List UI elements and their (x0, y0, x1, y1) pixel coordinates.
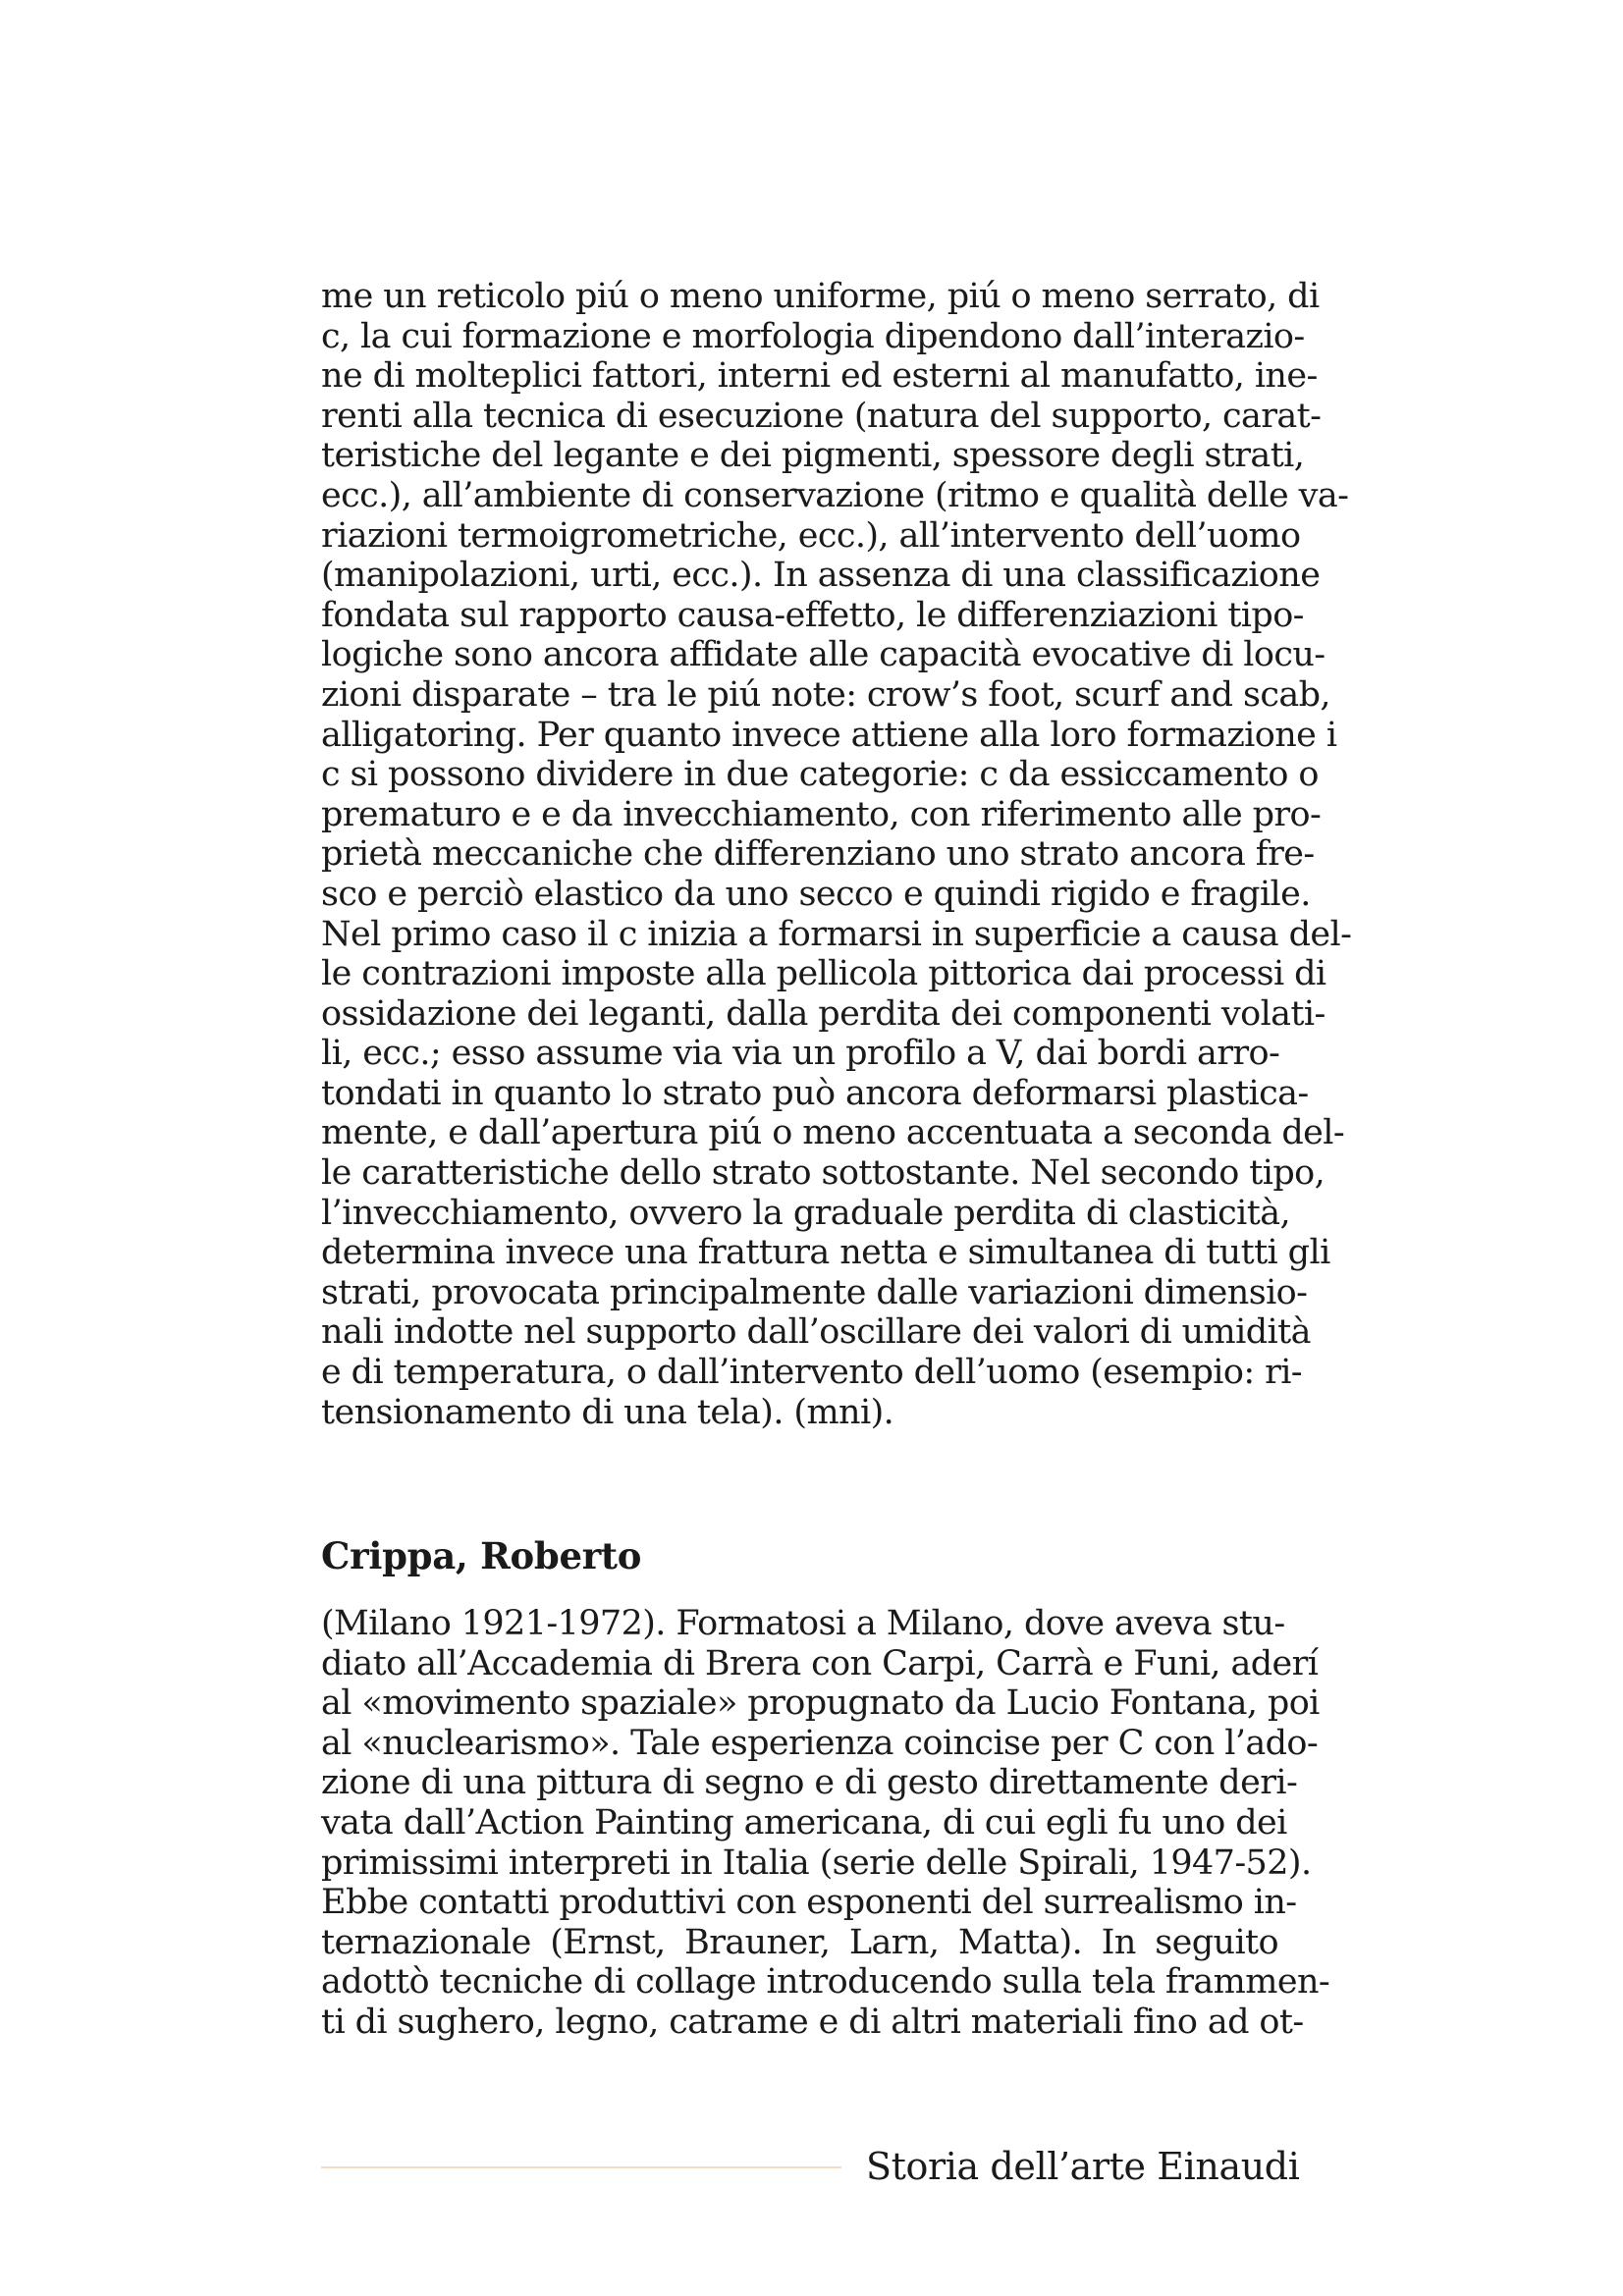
text-line: li, ecc.; esso assume via via un profilo a V, dai bordi arro- (321, 1034, 1280, 1074)
text-line: riazioni termoigrometriche, ecc.), all’intervento dell’uomo (321, 515, 1301, 556)
text-line: le caratteristiche dello strato sottostante. Nel secondo tipo, (321, 1153, 1325, 1194)
text-line: tondati in quanto lo strato può ancora deformarsi plastica- (321, 1073, 1309, 1113)
text-line: renti alla tecnica di esecuzione (natura del supporto, carat- (321, 396, 1322, 436)
footer-rule (321, 2166, 841, 2168)
text-line: tensionamento di una tela). (mni). (321, 1392, 894, 1432)
text-line: vata dall’Action Painting americana, di cui egli fu uno dei (321, 1802, 1287, 1842)
text-line: (Milano 1921-1972). Formatosi a Milano, dove aveva stu- (321, 1604, 1285, 1643)
text-line: Ebbe contatti produttivi con esponenti del surrealismo in- (321, 1883, 1297, 1923)
text-line: ecc.), all’ambiente di conservazione (ritmo e qualità delle va- (321, 475, 1349, 515)
text-line: l’invecchiamento, ovvero la graduale perdita di clasticità, (321, 1193, 1291, 1233)
text-line: prietà meccaniche che differenziano uno strato ancora fre- (321, 834, 1315, 875)
text-line: logiche sono ancora affidate alle capacità evocative di locu- (321, 635, 1325, 675)
footer-publisher-label: Storia dell’arte Einaudi (866, 2145, 1300, 2188)
text-line: zioni disparate – tra le piú note: crow’s foot, scurf and scab, (321, 674, 1330, 715)
text-line: adottò tecniche di collage introducendo sulla tela frammen- (321, 1962, 1330, 2002)
text-line: ti di sughero, legno, catrame e di altri materiali fino ad ot- (321, 2002, 1304, 2042)
text-line: zione di una pittura di segno e di gesto direttamente deri- (321, 1763, 1298, 1803)
text-line: mente, e dall’apertura piú o meno accentuata a seconda del- (321, 1113, 1345, 1153)
text-line: teristiche del legante e dei pigmenti, spessore degli strati, (321, 436, 1305, 476)
text-line: sco e perciò elastico da uno secco e quindi rigido e fragile. (321, 874, 1311, 914)
entry-crippa-body (321, 1604, 1330, 2043)
text-line: primissimi interpreti in Italia (serie delle Spirali, 1947-52). (321, 1842, 1312, 1883)
text-line: me un reticolo piú o meno uniforme, piú o meno serrato, di (321, 277, 1320, 316)
text-line: fondata sul rapporto causa-effetto, le differenziazioni tipo- (321, 595, 1304, 635)
text-line: nali indotte nel supporto dall’oscillare dei valori di umidità (321, 1312, 1311, 1353)
text-line: ne di molteplici fattori, interni ed esterni al manufatto, ine- (321, 356, 1318, 397)
text-line: alligatoring. Per quanto invece attiene alla loro formazione i (321, 715, 1337, 755)
text-line: c, la cui formazione e morfologia dipendono dall’interazio- (321, 316, 1305, 356)
entry-crettatura-body (321, 277, 1352, 1432)
text-line: Nel primo caso il c inizia a formarsi in superficie a causa del- (321, 914, 1352, 954)
text-line: e di temperatura, o dall’intervento dell’uomo (esempio: ri- (321, 1353, 1303, 1393)
text-line: diato all’Accademia di Brera con Carpi, Carrà e Funi, aderí (321, 1643, 1319, 1683)
text-line: ossidazione dei leganti, dalla perdita dei componenti volati- (321, 993, 1325, 1034)
text-line: determina invece una frattura netta e simultanea di tutti gli (321, 1233, 1330, 1273)
text-line: al «movimento spaziale» propugnato da Lucio Fontana, poi (321, 1683, 1320, 1724)
text-line: (manipolazioni, urti, ecc.). In assenza di una classificazione (321, 556, 1321, 596)
text-line: c si possono dividere in due categorie: c da essiccamento o (321, 755, 1319, 795)
text-line: le contrazioni imposte alla pellicola pittorica dai processi di (321, 954, 1326, 994)
entry-crippa-title: Crippa, Roberto (321, 1534, 642, 1577)
text-line: ternazionale (Ernst, Brauner, Larn, Matta). In seguito (321, 1922, 1278, 1962)
text-line: al «nuclearismo». Tale esperienza coincise per C con l’ado- (321, 1723, 1319, 1763)
text-line: prematuro e e da invecchiamento, con riferimento alle pro- (321, 794, 1322, 834)
text-line: strati, provocata principalmente dalle variazioni dimensio- (321, 1272, 1308, 1312)
